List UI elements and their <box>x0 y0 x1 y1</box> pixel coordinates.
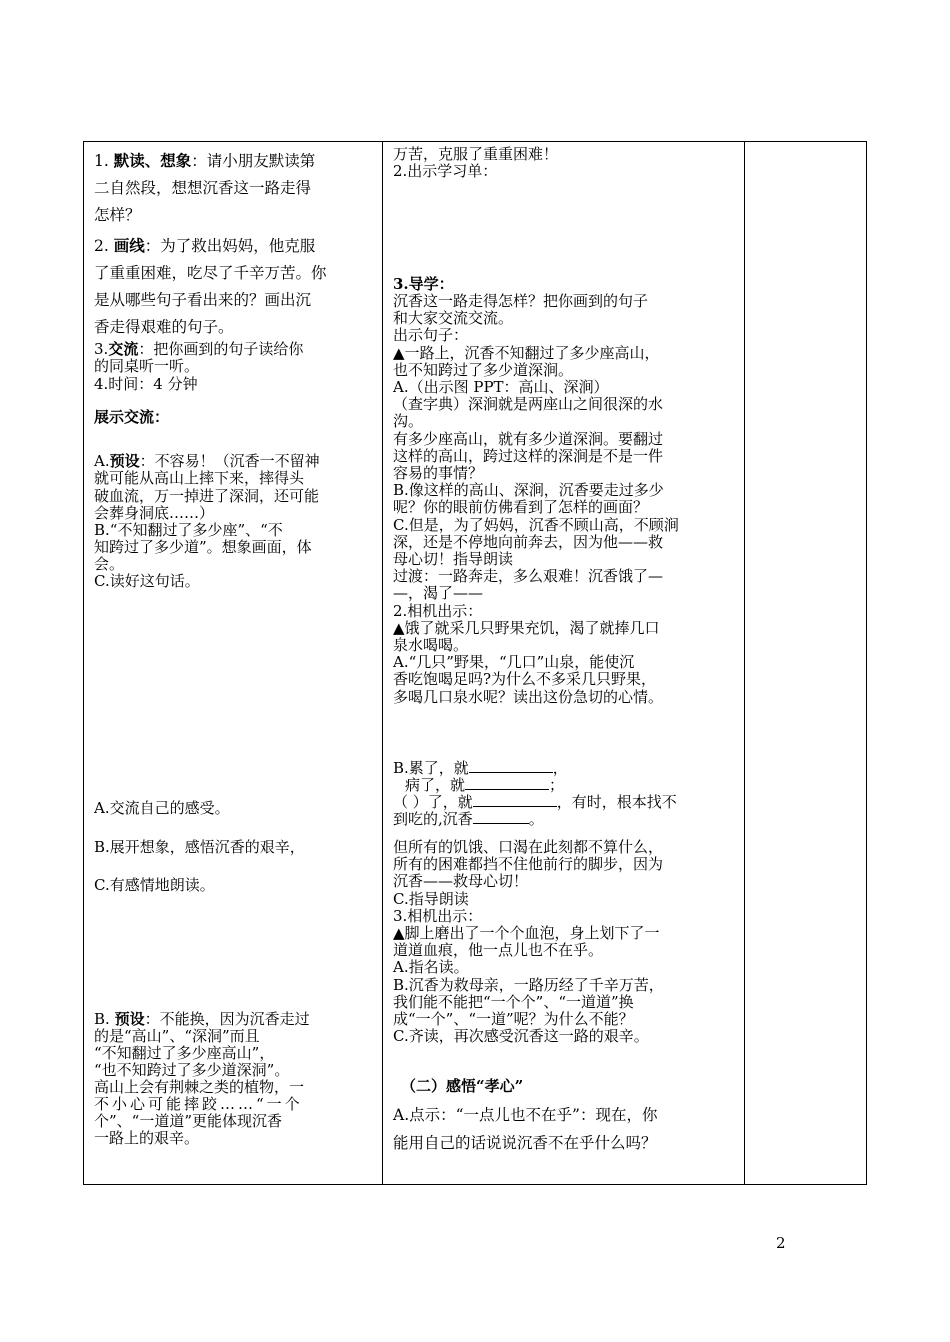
text-line: 的是“高山”、“深洞”而且 <box>94 1027 260 1045</box>
text-line: 能用自己的话说说沉香不在乎什么吗？ <box>393 1134 657 1152</box>
text-line: B.沉香为救母亲，一路历经了千辛万苦， <box>393 975 664 994</box>
text-line: 香走得艰难的句子。 <box>94 318 234 336</box>
text-line: 有多少座高山，就有多少道深涧。要翻过 <box>393 429 664 448</box>
text-line: A.“几只”野果，“几口”山泉，能使沉 <box>393 653 635 672</box>
text-line: C.但是，为了妈妈，沉香不顾山高，不顾涧 <box>393 515 679 534</box>
text-line: ▲一路上，沉香不知翻过了多少座高山， <box>393 343 660 362</box>
fill-blank-line-2: 病了，就 ； <box>405 776 565 794</box>
text-line: 也不知跨过了多少道深涧。 <box>393 360 574 379</box>
text-line: A.交流自己的感受。 <box>94 799 230 817</box>
preset-a-line: A.预设：不容易！（沉香一不留神 <box>94 452 320 470</box>
lesson-table <box>83 141 867 1185</box>
guide-title: 3.导学： <box>393 275 454 293</box>
text-line: B.像这样的高山、深涧，沉香要走过多少 <box>393 481 664 500</box>
text-line: C.齐读，再次感受沉香这一路的艰辛。 <box>393 1027 649 1046</box>
student-activity-column <box>84 142 383 1184</box>
text-line: 呢？你的眼前仿佛看到了怎样的画面？ <box>393 498 649 517</box>
text-line: ▲饿了就采几只野果充饥，渴了就捧几口 <box>393 618 660 637</box>
text-line: 二自然段，想想沉香这一路走得 <box>94 179 312 197</box>
text-line: B.展开想象，感悟沉香的艰辛， <box>94 838 305 856</box>
text-line: 知跨过了多少道”。想象画面，体 <box>94 538 312 556</box>
text-line: 道道血痕，他一点儿也不在乎。 <box>393 941 604 960</box>
text-line: 了重重困难，吃尽了千辛万苦。你 <box>94 264 327 282</box>
notes-column <box>745 142 866 1184</box>
fill-blank-line-3: （ ）了，就 ，有时，根本找不 <box>393 793 677 811</box>
text-line: 出示句子： <box>393 326 469 345</box>
text-line: 所有的困难都挡不住他前行的脚步，因为 <box>393 855 664 874</box>
text-line: B.“不知翻过了多少座”、“不 <box>94 521 283 539</box>
text-line: 和大家交流交流。 <box>393 309 514 328</box>
text-line: 会。 <box>94 555 125 573</box>
fill-blank-line-4: 到吃的,沉香 。 <box>393 810 544 828</box>
teacher-guide-column <box>383 142 745 1184</box>
text-line: 多喝几口泉水呢？读出这份急切的心情。 <box>393 687 664 706</box>
text-line: A.（出示图 PPT：高山、深涧） <box>393 378 609 396</box>
text-line: 是从哪些句子看出来的？画出沉 <box>94 291 312 309</box>
text-line: （查字典）深涧就是两座山之间很深的水 <box>393 395 664 414</box>
text-line: 泉水喝喝。 <box>393 636 469 654</box>
text-line: 沉香这一路走得怎样？把你画到的句子 <box>393 292 649 310</box>
text-line: 2.相机出示： <box>393 601 483 620</box>
text-line: 的同桌听一听。 <box>94 357 200 375</box>
text-line: 破血流，万一掉进了深洞，还可能 <box>94 487 320 505</box>
text-line: 不小心可能摔跤……“一个 <box>94 1095 303 1113</box>
text-line: 高山上会有荆棘之类的植物，一 <box>94 1078 305 1096</box>
text-line: 容易的事情？ <box>393 464 484 482</box>
fill-blank-line-1: B.累了，就 ， <box>393 759 568 777</box>
text-line: 就可能从高山上摔下来，摔得头 <box>94 469 305 487</box>
text-line: A.点示：“一点儿也不在乎”：现在，你 <box>393 1106 658 1124</box>
text-line: 个”、“一道道”更能体现沉香 <box>94 1112 283 1130</box>
text-line: 成“一个”、“一道”呢？为什么不能？ <box>393 1010 634 1028</box>
text-line: 但所有的饥饿、口渴在此刻都不算什么， <box>393 838 664 856</box>
text-line: 2.出示学习单： <box>393 162 498 180</box>
text-line: “不知翻过了多少座高山”， <box>94 1044 275 1062</box>
text-line: ▲脚上磨出了一个个血泡，身上划下了一 <box>393 924 660 942</box>
text-line: 香吃饱喝足吗?为什么不多采几只野果， <box>393 670 657 689</box>
text-line: C.读好这句话。 <box>94 572 200 590</box>
preset-b-line: B. 预设：不能换，因为沉香走过 <box>94 1010 310 1028</box>
show-exchange-title: 展示交流： <box>94 408 170 426</box>
text-line: 我们能不能把“一个个”、“一道道”换 <box>393 992 634 1011</box>
text-line: 一路上的艰辛。 <box>94 1129 200 1147</box>
step-1-line: 1. 默读、想象：请小朋友默读第 <box>94 151 316 170</box>
text-line: C.有感情地朗读。 <box>94 876 215 894</box>
step-2-line: 2. 画线：为了救出妈妈，他克服 <box>94 236 316 255</box>
page-number: 2 <box>776 1234 786 1252</box>
step-3-line: 3.交流：把你画到的句子读给你 <box>94 340 304 358</box>
text-line: 3.相机出示： <box>393 906 483 925</box>
text-line: “也不知跨过了多少道深洞”。 <box>94 1061 290 1079</box>
text-line: 深，还是不停地向前奔去，因为他——救 <box>393 532 664 551</box>
text-line: A.指名读。 <box>393 958 469 977</box>
text-line: 会葬身洞底……） <box>94 504 215 522</box>
text-line: 沉香——救母心切！ <box>393 872 529 891</box>
text-line: —，渴了—— <box>393 584 484 603</box>
time-line: 4.时间：4 分钟 <box>94 375 198 393</box>
text-line: 万苦，克服了重重困难！ <box>393 145 559 163</box>
text-line: 母心切！指导朗读 <box>393 550 514 568</box>
text-line: C.指导朗读 <box>393 889 469 908</box>
text-line: 沟。 <box>393 412 424 431</box>
text-line: 怎样？ <box>94 206 141 224</box>
text-line: 这样的高山，跨过这样的深涧是不是一件 <box>393 446 664 465</box>
section-2-title: （二）感悟“孝心” <box>401 1077 524 1095</box>
text-line: 过渡：一路奔走，多么艰难！沉香饿了— <box>393 567 664 586</box>
